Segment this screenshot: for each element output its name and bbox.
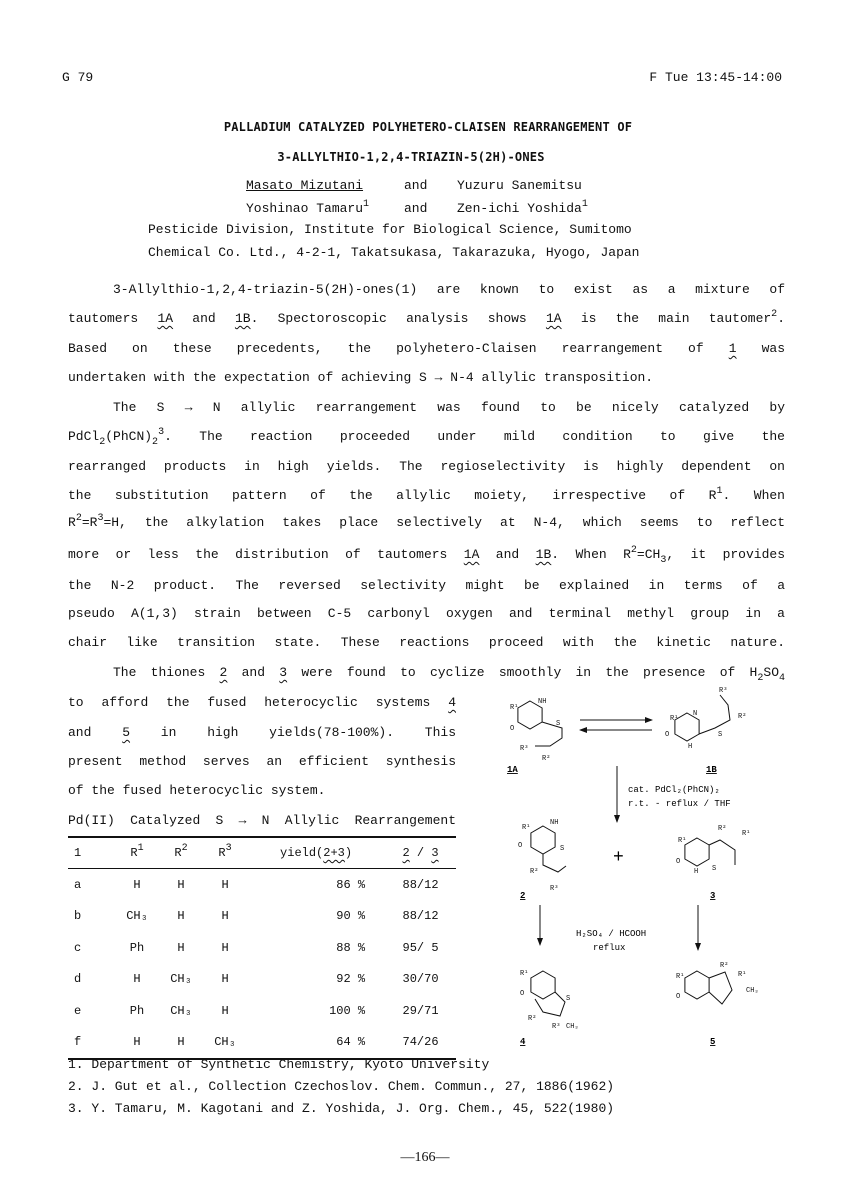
atom-label: R² xyxy=(528,1015,537,1023)
atom-label: R³ xyxy=(550,885,559,893)
text-segment: SO xyxy=(763,665,779,680)
atom-label: R¹ xyxy=(738,971,747,979)
author-3-name: Yoshinao Tamaru xyxy=(246,201,364,216)
table-row xyxy=(68,1027,456,1060)
atom-label: R¹ xyxy=(522,824,531,832)
cell-ratio: 29/71 xyxy=(402,1003,439,1018)
body-line xyxy=(68,577,785,595)
author-2: Yuzuru Sanemitsu xyxy=(457,178,582,193)
text-segment: was xyxy=(736,341,785,356)
cell-yield: 64 % xyxy=(247,1027,385,1060)
cell-ratio: 74/26 xyxy=(385,1027,456,1060)
atom-label: O xyxy=(510,725,515,733)
text-segment: the substitution pattern of the allylic moiety, irrespective of R xyxy=(68,488,717,503)
text-segment: and xyxy=(227,665,280,680)
body-line xyxy=(68,634,785,652)
cell-r3: H xyxy=(221,1003,229,1018)
text-segment: . Spectoroscopic analysis shows xyxy=(250,311,546,326)
cell-r3: CH₃ xyxy=(203,1027,247,1060)
cell-ratio: 88/12 xyxy=(402,877,439,892)
text-segment: 3 xyxy=(97,513,104,524)
text-segment: R xyxy=(68,515,76,530)
author-3 xyxy=(246,201,369,216)
atom-label: R² xyxy=(530,868,539,876)
atom-label: R² xyxy=(718,825,727,833)
cell-r1: Ph xyxy=(129,940,145,955)
col-r3: $R^3$ xyxy=(203,837,247,869)
text-segment: =H, the alkylation takes place selectively at N-4, which seems to reflect xyxy=(103,515,785,530)
footnote-3: 3. Y. Tamaru, M. Kagotani and Z. Yoshida, J. Org. Chem., 45, 522(1980) xyxy=(68,1101,615,1116)
affiliation-line-2: Chemical Co. Ltd., 4-2-1, Takatsukasa, Takarazuka, Hyogo, Japan xyxy=(148,245,640,260)
cell-ratio: 95/ 5 xyxy=(402,940,439,955)
and-1: and xyxy=(404,178,428,193)
text-segment: The thiones xyxy=(113,665,220,680)
condition-acid: H₂SO₄ / HCOOH xyxy=(576,929,647,939)
text-segment: 2 xyxy=(757,673,764,684)
cell-r3: H xyxy=(221,940,229,955)
atom-label: R² xyxy=(542,755,551,763)
atom-label: R² xyxy=(720,962,729,970)
table-row xyxy=(68,932,456,964)
compound-label-5: 5 xyxy=(710,1037,716,1047)
text-segment: 2 xyxy=(152,437,159,448)
text-segment: were found to cyclize smoothly in the presence of H xyxy=(287,665,758,680)
col-r2: $R^2$ xyxy=(159,837,203,869)
table-row xyxy=(68,869,456,901)
reaction-scheme xyxy=(480,680,800,1050)
cell-yield: 100 % xyxy=(329,1003,366,1018)
body-line xyxy=(68,694,456,712)
atom-label: S xyxy=(560,845,565,853)
text-segment: 2 xyxy=(771,309,778,320)
session-time: F Tue 13:45-14:00 xyxy=(649,70,782,85)
compound-ref: 4 xyxy=(448,695,456,710)
text-segment: 2 xyxy=(630,545,637,556)
triazine-ring xyxy=(685,971,709,999)
thiazolidine-ring xyxy=(709,972,732,1004)
text-segment: more or less the distribution of tautomers xyxy=(68,547,464,562)
atom-label: O xyxy=(676,993,681,1001)
text-segment: and xyxy=(479,547,536,562)
atom-label: O xyxy=(518,842,523,850)
and-2: and xyxy=(404,201,428,216)
atom-label: S xyxy=(718,731,723,739)
text-segment: 2 xyxy=(75,513,82,524)
text-segment: rearranged products in high yields. The regioselectivity is highly dependent on xyxy=(68,459,785,474)
author-4-name: Zen-ichi Yoshida xyxy=(457,201,582,216)
atom-label: S xyxy=(566,995,571,1003)
atom-label: R¹ xyxy=(678,837,687,845)
text-segment: 3 xyxy=(158,427,165,438)
text-segment: . xyxy=(777,311,785,326)
cell-r1: Ph xyxy=(129,1003,145,1018)
atom-label: R² xyxy=(738,713,747,721)
cell-yield: 86 % xyxy=(336,877,366,892)
atom-label: R¹ xyxy=(520,970,529,978)
thiazolidine-ring xyxy=(535,992,565,1016)
text-segment: 4 xyxy=(779,673,786,684)
body-line xyxy=(68,753,456,771)
cell-id: b xyxy=(74,909,82,924)
author-1: Masato Mizutani xyxy=(246,178,364,193)
allyl-chain xyxy=(543,854,566,872)
atom-label: N xyxy=(693,710,698,718)
allyl-chain xyxy=(699,695,730,734)
col-compound: 1 xyxy=(68,837,115,869)
atom-label: O xyxy=(676,858,681,866)
page-number: —166— xyxy=(400,1150,450,1165)
atom-label: H xyxy=(688,743,693,751)
col-ratio: 2 / 3 xyxy=(385,837,456,869)
text-segment: in high yields(78-100%). This xyxy=(130,725,456,740)
atom-label: NH xyxy=(550,819,559,827)
table-row xyxy=(68,964,456,996)
cell-yield: 90 % xyxy=(336,909,366,924)
cell-r2: H xyxy=(159,1027,203,1060)
atom-label: NH xyxy=(538,698,547,706)
cell-id: c xyxy=(74,940,82,955)
text-segment: to afford the fused heterocyclic systems xyxy=(68,695,449,710)
text-segment: of the fused heterocyclic system. xyxy=(68,783,326,798)
atom-label: CH₃ xyxy=(746,987,759,995)
atom-label: H xyxy=(694,868,699,876)
text-segment: and xyxy=(173,311,235,326)
text-segment: (PhCN) xyxy=(105,429,153,444)
cell-id: d xyxy=(74,972,82,987)
text-segment: Based on these precedents, the polyhetero-Claisen rearrangement of xyxy=(68,341,729,356)
atom-label: O xyxy=(665,731,670,739)
body-line xyxy=(68,782,456,800)
atom-label: R¹ xyxy=(670,715,679,723)
atom-label: R¹ xyxy=(742,830,751,838)
cell-ratio: 88/12 xyxy=(402,909,439,924)
text-segment: PdCl xyxy=(68,429,100,444)
text-segment: =CH xyxy=(636,547,661,562)
triazine-ring xyxy=(685,838,709,866)
affiliation-line-1: Pesticide Division, Institute for Biological Science, Sumitomo xyxy=(148,222,632,237)
plus-sign: + xyxy=(613,848,624,868)
body-line xyxy=(68,428,785,446)
text-segment: the N-2 product. The reversed selectivity might be explained in terms of a xyxy=(68,578,785,593)
body-line xyxy=(68,458,785,476)
table-caption: Pd(II) Catalyzed S → N Allylic Rearrangement xyxy=(68,813,456,828)
compound-ref: 5 xyxy=(122,725,131,740)
footnote-1: 1. Department of Synthetic Chemistry, Kyoto University xyxy=(68,1057,490,1072)
atom-label: R³ xyxy=(719,687,728,695)
compound-label-3: 3 xyxy=(710,891,716,901)
col-yield: yield(2+3) xyxy=(247,837,385,869)
footnote-2: 2. J. Gut et al., Collection Czechoslov. Chem. Commun., 27, 1886(1962) xyxy=(68,1079,615,1094)
text-segment: . The reaction proceeded under mild condition to give the xyxy=(164,429,785,444)
text-segment: pseudo A(1,3) strain between C-5 carbonyl oxygen and terminal methyl group in a xyxy=(68,606,785,621)
author-3-note: 1 xyxy=(363,199,370,210)
session-code: G 79 xyxy=(62,70,94,85)
text-segment: undertaken with the expectation of achieving S → N-4 allylic transposition. xyxy=(68,370,654,385)
compound-label-4: 4 xyxy=(520,1037,526,1047)
cell-r3: H xyxy=(221,909,229,924)
text-segment: , it provides xyxy=(666,547,785,562)
text-segment: tautomers xyxy=(68,311,158,326)
text-segment: 1 xyxy=(716,486,723,497)
text-segment: chair like transition state. These reactions proceed with the kinetic nature. xyxy=(68,635,785,650)
body-line xyxy=(68,605,785,623)
author-4-note: 1 xyxy=(581,199,588,210)
body-line xyxy=(68,340,785,358)
compound-ref: 1B xyxy=(234,311,251,326)
table-row xyxy=(68,995,456,1027)
condition-catalyst: cat. PdCl₂(PhCN)₂ xyxy=(628,785,720,795)
cell-r1: H xyxy=(133,877,141,892)
cell-r3: H xyxy=(221,972,229,987)
atom-label: CH₃ xyxy=(566,1023,579,1031)
table-row xyxy=(68,901,456,933)
atom-label: R³ xyxy=(552,1023,561,1031)
cell-r2: H xyxy=(177,909,185,924)
text-segment: and xyxy=(68,725,123,740)
compound-label-1b: 1B xyxy=(706,765,717,775)
compound-ref: 1 xyxy=(728,341,737,356)
cell-r2: CH₃ xyxy=(170,972,192,987)
condition-temperature: r.t. - reflux / THF xyxy=(628,799,731,809)
cell-r2: H xyxy=(177,940,185,955)
table-header-row xyxy=(68,837,456,869)
cell-yield: 88 % xyxy=(336,940,366,955)
body-line xyxy=(68,487,785,505)
compound-ref: 1A xyxy=(157,311,174,326)
text-segment: 3 xyxy=(660,555,667,566)
cell-r1: CH₃ xyxy=(126,909,148,924)
text-segment: The S → N allylic rearrangement was found to be nicely catalyzed by xyxy=(113,400,785,415)
atom-label: R¹ xyxy=(676,973,685,981)
cell-r2: CH₃ xyxy=(170,1003,192,1018)
compound-ref: 1B xyxy=(535,547,552,562)
atom-label: O xyxy=(520,990,525,998)
cell-r1: H xyxy=(115,1027,159,1060)
body-line xyxy=(68,514,785,532)
cell-r1: H xyxy=(133,972,141,987)
compound-ref: 1A xyxy=(463,547,480,562)
body-line xyxy=(68,310,785,328)
text-segment: is the main tautomer xyxy=(561,311,772,326)
cell-ratio: 30/70 xyxy=(402,972,439,987)
triazine-ring xyxy=(531,826,555,854)
triazine-ring xyxy=(531,971,555,999)
cell-id: a xyxy=(74,877,82,892)
body-line xyxy=(113,399,785,417)
body-line xyxy=(68,546,785,564)
compound-label-1a: 1A xyxy=(507,765,518,775)
compound-label-2: 2 xyxy=(520,891,526,901)
allyl-chain xyxy=(709,840,735,865)
atom-label: S xyxy=(712,865,717,873)
cell-r2: H xyxy=(177,877,185,892)
atom-label: S xyxy=(556,720,561,728)
compound-ref: 3 xyxy=(279,665,288,680)
text-segment: . When R xyxy=(551,547,631,562)
compound-ref: 1A xyxy=(545,311,562,326)
results-table xyxy=(68,836,456,1060)
condition-reflux: reflux xyxy=(593,943,626,953)
text-segment: =R xyxy=(81,515,98,530)
cell-id: e xyxy=(74,1003,82,1018)
text-segment: present method serves an efficient synthesis xyxy=(68,754,456,769)
cell-id: f xyxy=(68,1027,115,1060)
compound-ref: 2 xyxy=(219,665,228,680)
author-4 xyxy=(457,201,588,216)
body-line xyxy=(113,281,785,299)
col-r1: $R^1$ xyxy=(115,837,159,869)
cell-r3: H xyxy=(221,877,229,892)
atom-label: R³ xyxy=(520,745,529,753)
body-line xyxy=(68,724,456,742)
title-line-1: PALLADIUM CATALYZED POLYHETERO-CLAISEN REARRANGEMENT OF xyxy=(223,120,633,134)
cell-yield: 92 % xyxy=(336,972,366,987)
text-segment: 3-Allylthio-1,2,4-triazin-5(2H)-ones(1) are known to exist as a mixture of xyxy=(113,282,785,297)
text-segment: . When xyxy=(722,488,785,503)
atom-label: R¹ xyxy=(510,704,519,712)
title-line-2: 3-ALLYLTHIO-1,2,4-TRIAZIN-5(2H)-ONES xyxy=(277,150,545,164)
text-segment: 2 xyxy=(99,437,106,448)
body-line xyxy=(68,369,785,387)
